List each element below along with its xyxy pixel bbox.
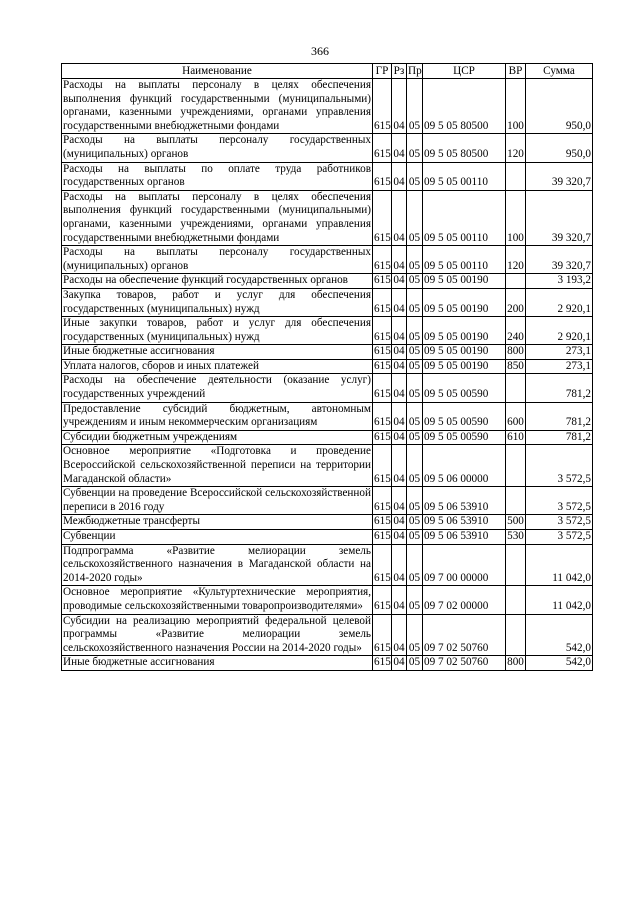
cell-name: Субсидии бюджетным учреждениям <box>62 430 373 445</box>
cell-csr: 09 5 05 00190 <box>423 288 506 316</box>
cell-gr: 615 <box>373 345 392 360</box>
cell-gr: 615 <box>373 288 392 316</box>
cell-sum: 950,0 <box>526 134 593 162</box>
cell-name: Основное мероприятие «Подготовка и проведение Всероссийской сельскохозяйственной переписи на территории Магаданской области» <box>62 445 373 487</box>
header-name: Наименование <box>62 64 373 79</box>
cell-csr: 09 5 06 53910 <box>423 515 506 530</box>
cell-name: Расходы на обеспечение функций государственных органов <box>62 274 373 289</box>
cell-csr: 09 5 05 80500 <box>423 79 506 134</box>
cell-gr: 615 <box>373 614 392 656</box>
cell-vr <box>506 544 526 586</box>
cell-sum: 3 572,5 <box>526 487 593 515</box>
cell-gr: 615 <box>373 487 392 515</box>
table-row <box>62 544 593 586</box>
cell-pr: 05 <box>407 430 423 445</box>
cell-vr: 610 <box>506 430 526 445</box>
cell-sum: 2 920,1 <box>526 288 593 316</box>
cell-gr: 615 <box>373 190 392 245</box>
cell-pr: 05 <box>407 190 423 245</box>
cell-sum: 39 320,7 <box>526 190 593 245</box>
cell-rz: 04 <box>392 374 407 402</box>
cell-vr <box>506 445 526 487</box>
cell-sum: 3 572,5 <box>526 530 593 545</box>
cell-rz: 04 <box>392 530 407 545</box>
table-row <box>62 162 593 190</box>
cell-gr: 615 <box>373 586 392 614</box>
cell-rz: 04 <box>392 656 407 671</box>
cell-pr: 05 <box>407 246 423 274</box>
cell-sum: 11 042,0 <box>526 586 593 614</box>
cell-rz: 04 <box>392 190 407 245</box>
cell-pr: 05 <box>407 374 423 402</box>
header-vr: ВР <box>506 64 526 79</box>
cell-name: Расходы на выплаты персоналу в целях обеспечения выполнения функций государственными (муниципальными) органами, казенными учреждениями, органами управления государственными внебюджетными фондами <box>62 79 373 134</box>
cell-vr: 240 <box>506 317 526 345</box>
cell-pr: 05 <box>407 586 423 614</box>
cell-csr: 09 5 06 00000 <box>423 445 506 487</box>
cell-pr: 05 <box>407 402 423 430</box>
cell-gr: 615 <box>373 530 392 545</box>
cell-csr: 09 5 05 00190 <box>423 274 506 289</box>
cell-csr: 09 7 00 00000 <box>423 544 506 586</box>
cell-name: Уплата налогов, сборов и иных платежей <box>62 359 373 374</box>
cell-pr: 05 <box>407 359 423 374</box>
cell-sum: 3 193,2 <box>526 274 593 289</box>
cell-name: Расходы на выплаты персоналу государственных (муниципальных) органов <box>62 134 373 162</box>
header-rz: Рз <box>392 64 407 79</box>
header-csr: ЦСР <box>423 64 506 79</box>
cell-rz: 04 <box>392 274 407 289</box>
cell-pr: 05 <box>407 487 423 515</box>
cell-gr: 615 <box>373 246 392 274</box>
cell-rz: 04 <box>392 487 407 515</box>
cell-gr: 615 <box>373 430 392 445</box>
table-row <box>62 359 593 374</box>
cell-pr: 05 <box>407 162 423 190</box>
cell-rz: 04 <box>392 288 407 316</box>
cell-csr: 09 5 05 00190 <box>423 359 506 374</box>
table-row <box>62 586 593 614</box>
table-row <box>62 656 593 671</box>
cell-name: Расходы на выплаты персоналу государственных (муниципальных) органов <box>62 246 373 274</box>
cell-vr: 850 <box>506 359 526 374</box>
cell-vr <box>506 487 526 515</box>
cell-name: Расходы на выплаты по оплате труда работников государственных органов <box>62 162 373 190</box>
cell-csr: 09 5 06 53910 <box>423 487 506 515</box>
table-row <box>62 515 593 530</box>
table-row <box>62 317 593 345</box>
cell-pr: 05 <box>407 544 423 586</box>
cell-csr: 09 5 05 00190 <box>423 317 506 345</box>
cell-rz: 04 <box>392 134 407 162</box>
cell-name: Расходы на выплаты персоналу в целях обеспечения выполнения функций государственными (муниципальными) органами, казенными учреждениями, органами управления государственными внебюджетными фондами <box>62 190 373 245</box>
table-row <box>62 487 593 515</box>
cell-gr: 615 <box>373 515 392 530</box>
cell-pr: 05 <box>407 274 423 289</box>
cell-vr <box>506 374 526 402</box>
cell-vr: 100 <box>506 190 526 245</box>
table-row <box>62 190 593 245</box>
cell-vr <box>506 586 526 614</box>
cell-csr: 09 5 05 00590 <box>423 430 506 445</box>
table-row <box>62 134 593 162</box>
cell-vr: 100 <box>506 79 526 134</box>
cell-rz: 04 <box>392 614 407 656</box>
table-row <box>62 345 593 360</box>
cell-name: Расходы на обеспечение деятельности (оказание услуг) государственных учреждений <box>62 374 373 402</box>
cell-rz: 04 <box>392 246 407 274</box>
cell-gr: 615 <box>373 134 392 162</box>
table-row <box>62 530 593 545</box>
table-row <box>62 445 593 487</box>
cell-name: Субвенции <box>62 530 373 545</box>
cell-csr: 09 7 02 50760 <box>423 656 506 671</box>
cell-csr: 09 5 05 00110 <box>423 162 506 190</box>
cell-pr: 05 <box>407 530 423 545</box>
cell-pr: 05 <box>407 515 423 530</box>
cell-gr: 615 <box>373 656 392 671</box>
cell-csr: 09 7 02 00000 <box>423 586 506 614</box>
cell-sum: 3 572,5 <box>526 445 593 487</box>
cell-rz: 04 <box>392 162 407 190</box>
cell-gr: 615 <box>373 359 392 374</box>
cell-vr <box>506 162 526 190</box>
table-row <box>62 374 593 402</box>
header-pr: Пр <box>408 65 422 77</box>
cell-name: Субсидии на реализацию мероприятий федеральной целевой программы «Развитие мелиорации земель сельскохозяйственного назначения России на 2014-2020 годы» <box>62 614 373 656</box>
cell-csr: 09 5 05 00110 <box>423 190 506 245</box>
cell-gr: 615 <box>373 317 392 345</box>
cell-rz: 04 <box>392 79 407 134</box>
cell-name: Подпрограмма «Развитие мелиорации земель сельскохозяйственного назначения в Магаданской области на 2014-2020 годы» <box>62 544 373 586</box>
cell-gr: 615 <box>373 402 392 430</box>
table-row <box>62 430 593 445</box>
page-number: 366 <box>311 44 329 58</box>
cell-sum: 39 320,7 <box>526 162 593 190</box>
cell-gr: 615 <box>373 544 392 586</box>
cell-sum: 3 572,5 <box>526 515 593 530</box>
header-sum: Сумма <box>526 64 593 79</box>
cell-pr: 05 <box>407 79 423 134</box>
cell-sum: 39 320,7 <box>526 246 593 274</box>
cell-vr: 120 <box>506 246 526 274</box>
cell-vr: 800 <box>506 656 526 671</box>
cell-rz: 04 <box>392 445 407 487</box>
cell-rz: 04 <box>392 317 407 345</box>
cell-sum: 950,0 <box>526 79 593 134</box>
table-row <box>62 246 593 274</box>
cell-gr: 615 <box>373 374 392 402</box>
cell-rz: 04 <box>392 544 407 586</box>
cell-rz: 04 <box>392 430 407 445</box>
cell-sum: 781,2 <box>526 402 593 430</box>
cell-vr: 530 <box>506 530 526 545</box>
table-row <box>62 402 593 430</box>
cell-sum: 273,1 <box>526 345 593 360</box>
cell-pr: 05 <box>407 317 423 345</box>
cell-sum: 781,2 <box>526 374 593 402</box>
cell-csr: 09 7 02 50760 <box>423 614 506 656</box>
cell-gr: 615 <box>373 79 392 134</box>
header-gr: ГР <box>373 64 392 79</box>
table-row <box>62 274 593 289</box>
cell-rz: 04 <box>392 515 407 530</box>
cell-name: Иные бюджетные ассигнования <box>62 345 373 360</box>
cell-csr: 09 5 05 00590 <box>423 374 506 402</box>
cell-gr: 615 <box>373 162 392 190</box>
cell-sum: 2 920,1 <box>526 317 593 345</box>
cell-name: Основное мероприятие «Культуртехнические мероприятия, проводимые сельскохозяйственными товаропроизводителями» <box>62 586 373 614</box>
cell-vr <box>506 274 526 289</box>
cell-name: Межбюджетные трансферты <box>62 515 373 530</box>
cell-name: Иные закупки товаров, работ и услуг для обеспечения государственных (муниципальных) нужд <box>62 317 373 345</box>
cell-pr: 05 <box>407 445 423 487</box>
cell-vr: 120 <box>506 134 526 162</box>
cell-name: Субвенции на проведение Всероссийской сельскохозяйственной переписи в 2016 году <box>62 487 373 515</box>
cell-sum: 273,1 <box>526 359 593 374</box>
cell-vr: 600 <box>506 402 526 430</box>
cell-pr: 05 <box>407 656 423 671</box>
cell-csr: 09 5 05 00110 <box>423 246 506 274</box>
cell-sum: 781,2 <box>526 430 593 445</box>
cell-sum: 542,0 <box>526 614 593 656</box>
cell-rz: 04 <box>392 402 407 430</box>
cell-csr: 09 5 05 00590 <box>423 402 506 430</box>
cell-rz: 04 <box>392 586 407 614</box>
cell-name: Закупка товаров, работ и услуг для обеспечения государственных (муниципальных) нужд <box>62 288 373 316</box>
cell-vr: 800 <box>506 345 526 360</box>
cell-sum: 542,0 <box>526 656 593 671</box>
cell-rz: 04 <box>392 359 407 374</box>
header-row <box>62 64 593 79</box>
cell-pr: 05 <box>407 345 423 360</box>
cell-csr: 09 5 05 80500 <box>423 134 506 162</box>
cell-csr: 09 5 05 00190 <box>423 345 506 360</box>
table-row <box>62 614 593 656</box>
cell-pr: 05 <box>407 288 423 316</box>
cell-name: Иные бюджетные ассигнования <box>62 656 373 671</box>
cell-pr: 05 <box>407 614 423 656</box>
cell-vr <box>506 614 526 656</box>
cell-vr: 200 <box>506 288 526 316</box>
cell-pr: 05 <box>407 134 423 162</box>
cell-sum: 11 042,0 <box>526 544 593 586</box>
table-row <box>62 79 593 134</box>
cell-rz: 04 <box>392 345 407 360</box>
table-row <box>62 288 593 316</box>
budget-table <box>61 63 593 671</box>
cell-name: Предоставление субсидий бюджетным, автономным учреждениям и иным некоммерческим организациям <box>62 402 373 430</box>
cell-gr: 615 <box>373 274 392 289</box>
cell-csr: 09 5 06 53910 <box>423 530 506 545</box>
cell-vr: 500 <box>506 515 526 530</box>
cell-gr: 615 <box>373 445 392 487</box>
